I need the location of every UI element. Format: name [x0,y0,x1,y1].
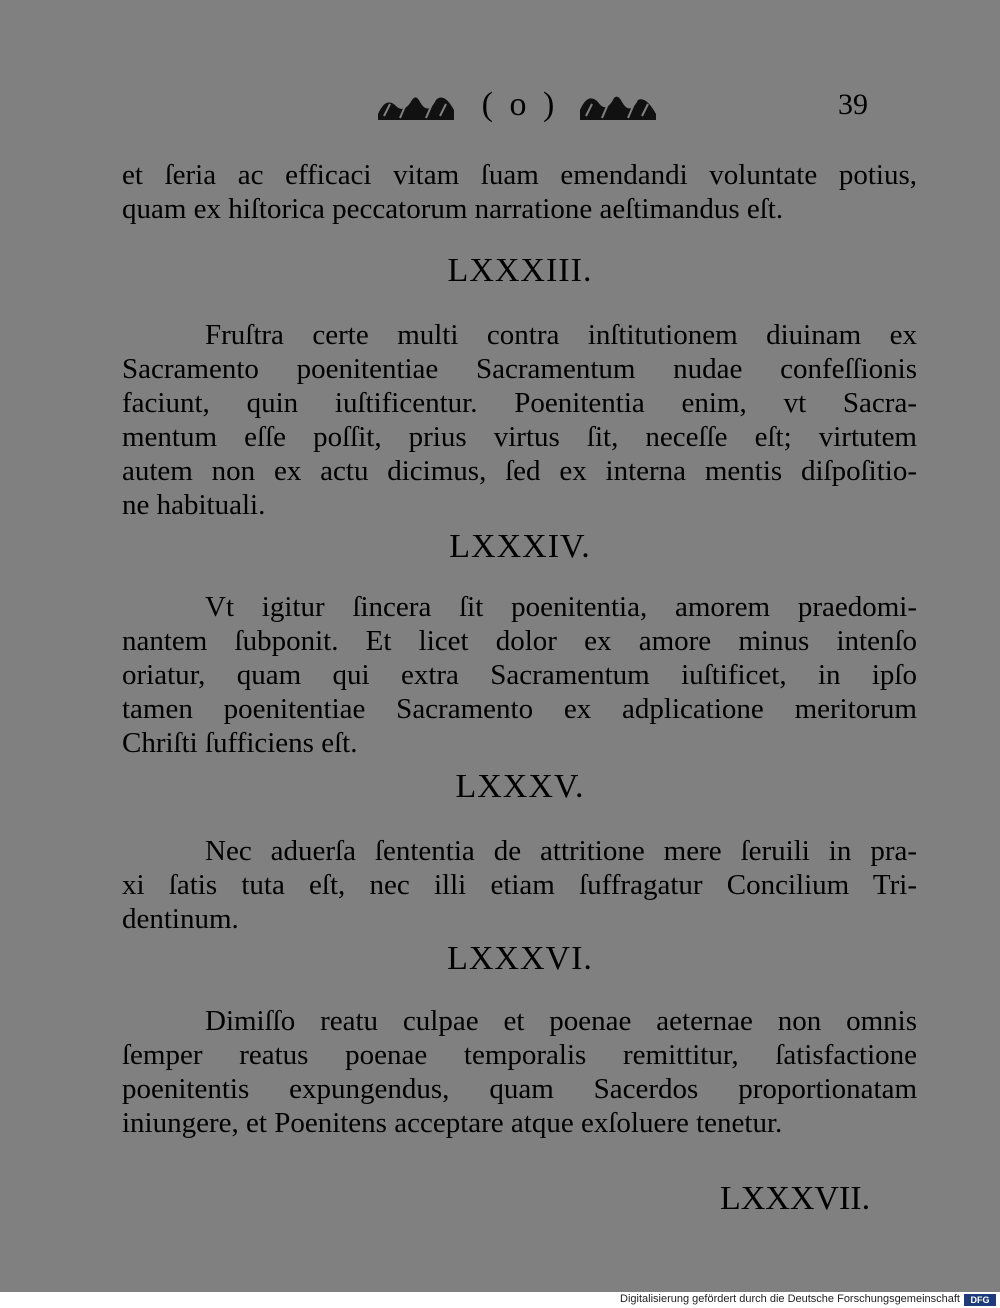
text-line: ne habituali. [122,489,266,521]
text-line: Dimiſſo reatu culpae et poenae aeternae non omnis [205,1005,917,1037]
text-line: Chriſti ſufficiens eſt. [122,727,358,759]
text-line: xi ſatis tuta eſt, nec illi etiam ſuffragatur Concilium Tri- [122,869,917,901]
section-heading: LXXXIII. [447,252,593,289]
footer-credit: Digitalisierung gefördert durch die Deutsche Forschungsgemeinschaft [620,1293,960,1305]
dfg-logo-icon: DFG [964,1294,996,1306]
text-line: faciunt, quin iuſtificentur. Poenitentia enim, vt Sacra- [122,387,917,419]
digitization-footer [0,1292,1000,1308]
section-heading: LXXXVI. [447,940,593,977]
text-line: ſemper reatus poenae temporalis remittitur, ſatisfactione [122,1039,917,1071]
ornament-icon [376,92,456,124]
text-line: quam ex hiſtorica peccatorum narratione aeſtimandus eſt. [122,193,784,225]
text-line: nantem ſubponit. Et licet dolor ex amore minus intenſo [122,625,917,657]
text-line: autem non ex actu dicimus, ſed ex interna mentis diſpoſitio- [122,455,917,487]
text-line: Sacramento poenitentiae Sacramentum nudae confeſſionis [122,353,917,385]
section-heading: LXXXIV. [449,528,591,565]
text-line: mentum eſſe poſſit, prius virtus ſit, neceſſe eſt; virtutem [122,421,917,453]
text-line: Nec aduerſa ſententia de attritione mere ſeruili in pra- [205,835,917,867]
text-line: oriatur, quam qui extra Sacramentum iuſtificet, in ipſo [122,659,917,691]
section-heading: LXXXV. [455,768,585,805]
text-line: Fruſtra certe multi contra inſtitutionem diuinam ex [205,319,917,351]
ornament-icon [578,92,658,124]
text-line: dentinum. [122,903,239,935]
catchword: LXXXVII. [720,1180,871,1217]
page-number: 39 [838,88,868,121]
text-line: Vt igitur ſincera ſit poenitentia, amorem praedomi- [205,591,917,623]
running-header [0,88,1000,138]
text-line: poenitentis expungendus, quam Sacerdos proportionatam [122,1073,917,1105]
text-line: iniungere, et Poenitens acceptare atque exſoluere tenetur. [122,1107,783,1139]
text-line: tamen poenitentiae Sacramento ex adplicatione meritorum [122,693,917,725]
header-ornament-text: ( o ) [481,86,559,123]
text-line: et ſeria ac efficaci vitam ſuam emendandi voluntate potius, [122,159,917,191]
